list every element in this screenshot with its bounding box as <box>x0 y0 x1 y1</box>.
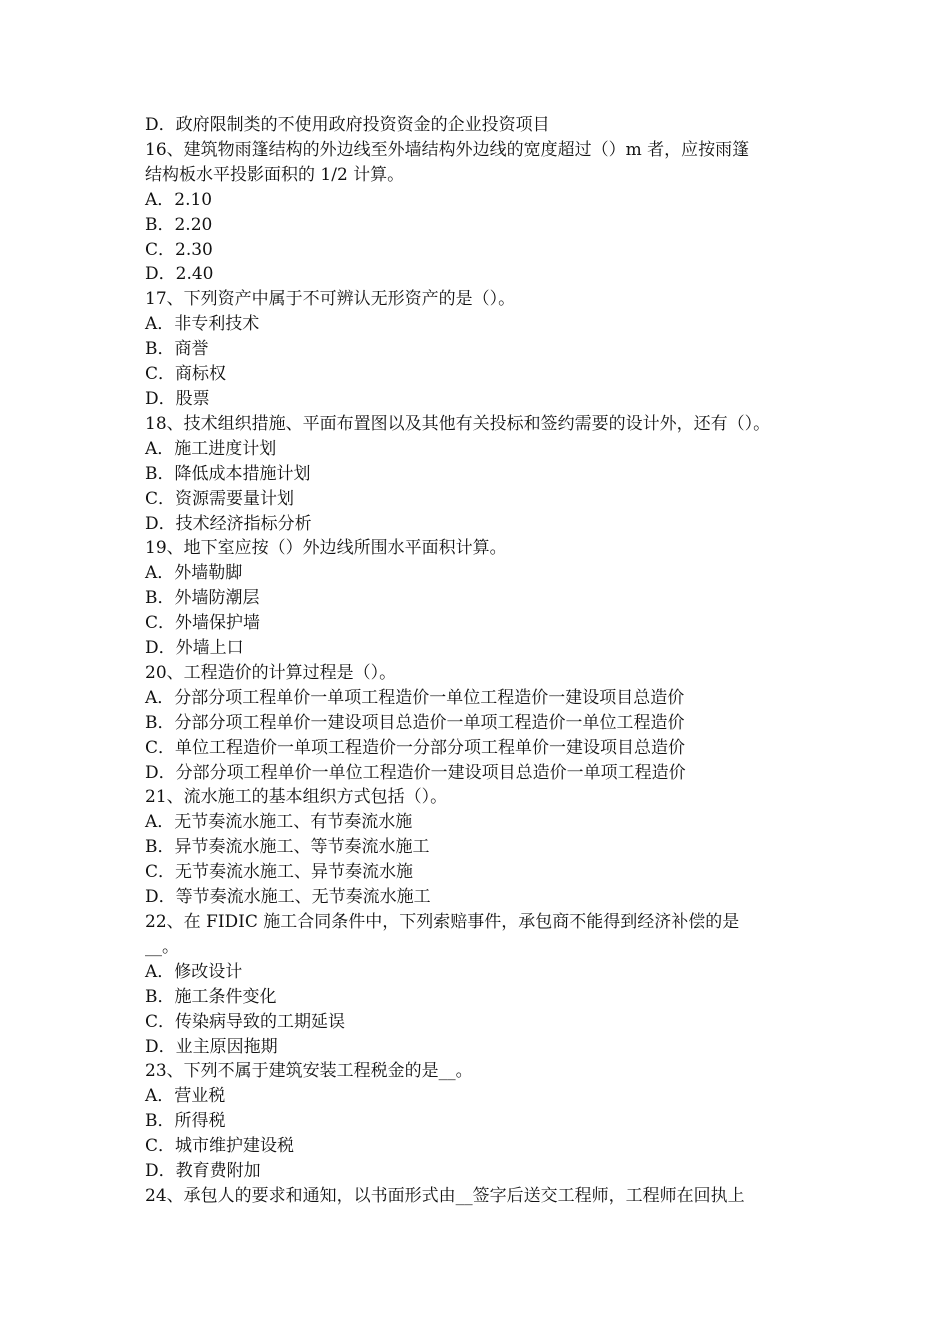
question-18-text: 18、技术组织措施、平面布置图以及其他有关投标和签约需要的设计外，还有（）。 <box>145 413 771 434</box>
question-22-text: 22、在 FIDIC 施工合同条件中，下列索赔事件，承包商不能得到经济补偿的是 <box>145 912 740 932</box>
option-b-text: B．所得税 <box>145 1111 226 1132</box>
option-b-text: B．异节奏流水施工、等节奏流水施工 <box>145 837 430 858</box>
question-16-text: 16、建筑物雨篷结构的外边线至外墙结构外边线的宽度超过（）m 者，应按雨篷 <box>145 139 750 160</box>
option-a-text: A．2.10 <box>145 189 213 210</box>
option-a-text: A．非专利技术 <box>145 314 260 335</box>
option-a-text: A．修改设计 <box>145 961 243 982</box>
option-c-text: C．2.30 <box>145 239 213 260</box>
option-b-text: B．外墙防潮层 <box>145 588 260 609</box>
option-c-text: C．单位工程造价一单项工程造价一分部分项工程单价一建设项目总造价 <box>145 737 686 758</box>
question-17-text: 17、下列资产中属于不可辨认无形资产的是（）。 <box>145 289 516 310</box>
option-c-text: C．资源需要量计划 <box>145 488 295 509</box>
option-c-text: C．外墙保护墙 <box>145 613 261 634</box>
option-b-text: B．降低成本措施计划 <box>145 463 311 484</box>
question-23-text: 23、下列不属于建筑安装工程税金的是__。 <box>145 1061 473 1082</box>
option-d-text: D．等节奏流水施工、无节奏流水施工 <box>145 887 431 908</box>
option-a-text: A．无节奏流水施工、有节奏流水施 <box>145 812 413 833</box>
option-b-text: B．商誉 <box>145 339 209 360</box>
option-d-text: D．技术经济指标分析 <box>145 513 312 534</box>
option-b-text: B．施工条件变化 <box>145 986 277 1007</box>
option-d-text: D．政府限制类的不使用政府投资资金的企业投资项目 <box>145 115 550 135</box>
option-b-text: B．分部分项工程单价一建设项目总造价一单项工程造价一单位工程造价 <box>145 712 685 733</box>
option-d-text: D．股票 <box>145 388 210 409</box>
option-a-text: A．营业税 <box>145 1086 226 1107</box>
option-c-text: C．传染病导致的工期延误 <box>145 1011 346 1032</box>
question-20-text: 20、工程造价的计算过程是（）。 <box>145 662 397 683</box>
option-a-text: A．外墙勒脚 <box>145 563 243 584</box>
option-d-text: D．教育费附加 <box>145 1161 261 1182</box>
option-c-text: C．商标权 <box>145 364 227 385</box>
document-page <box>145 113 810 1209</box>
question-19-text: 19、地下室应按（）外边线所围水平面积计算。 <box>145 538 507 559</box>
option-a-text: A．分部分项工程单价一单项工程造价一单位工程造价一建设项目总造价 <box>145 687 685 708</box>
option-c-text: C．城市维护建设税 <box>145 1136 295 1157</box>
option-d-text: D．外墙上口 <box>145 638 244 659</box>
option-d-text: D．业主原因拖期 <box>145 1036 278 1057</box>
option-c-text: C．无节奏流水施工、异节奏流水施 <box>145 862 414 883</box>
option-d-text: D．分部分项工程单价一单位工程造价一建设项目总造价一单项工程造价 <box>145 762 686 783</box>
question-22-text-cont: __。 <box>145 936 179 957</box>
question-21-text: 21、流水施工的基本组织方式包括（）。 <box>145 787 448 808</box>
option-b-text: B．2.20 <box>145 214 213 235</box>
option-a-text: A．施工进度计划 <box>145 438 277 459</box>
question-24-text: 24、承包人的要求和通知，以书面形式由__签字后送交工程师，工程师在回执上 <box>145 1185 745 1206</box>
question-16-text-cont: 结构板水平投影面积的 1/2 计算。 <box>145 164 405 185</box>
option-d-text: D．2.40 <box>145 264 214 285</box>
